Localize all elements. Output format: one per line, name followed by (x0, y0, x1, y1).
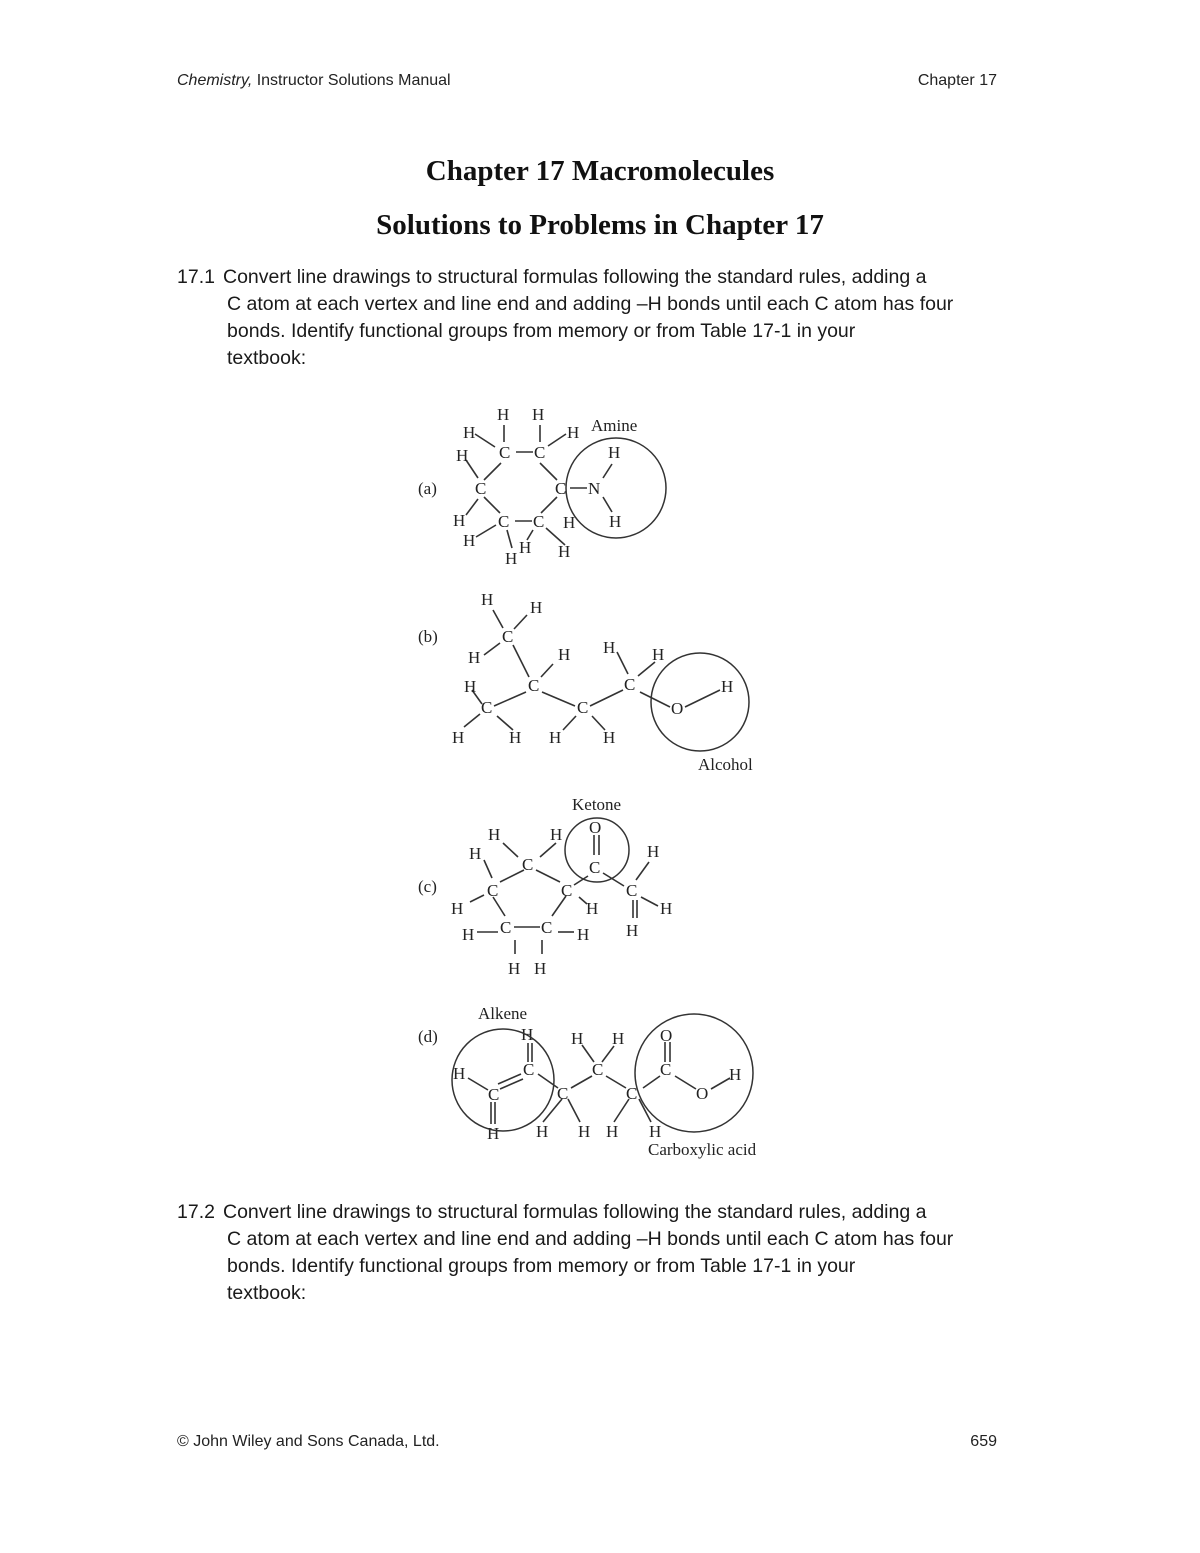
part-label-b: (b) (418, 627, 438, 646)
atom-c: C (498, 512, 510, 531)
atom-c: C (534, 443, 546, 462)
atom-c: C (541, 918, 553, 937)
book-title: Chemistry, (177, 72, 253, 89)
part-label-a: (a) (418, 479, 437, 498)
problem-number: 17.2 (177, 1201, 215, 1223)
alkene-circle (452, 1029, 554, 1131)
atom-h: H (481, 590, 494, 609)
atom-o: O (696, 1084, 709, 1103)
atom-h: H (463, 423, 476, 442)
problem-text-line: C atom at each vertex and line end and adding –H bonds until each C atom has four (227, 293, 954, 315)
problem-text-line: Convert line drawings to structural formulas following the standard rules, adding a (223, 1201, 927, 1223)
atom-h: H (521, 1025, 534, 1044)
atom-c: C (626, 881, 638, 900)
atom-c: C (589, 858, 601, 877)
atom-h: H (468, 648, 481, 667)
atom-c: C (475, 479, 487, 498)
atom-c: C (488, 1085, 500, 1104)
atom-h: H (649, 1122, 662, 1141)
atom-h: H (509, 728, 522, 747)
problem-text-line: Convert line drawings to structural formulas following the standard rules, adding a (223, 266, 927, 288)
structure-c (418, 795, 672, 978)
atom-c: C (487, 881, 499, 900)
atom-h: H (497, 405, 510, 424)
atom-h: H (571, 1029, 584, 1048)
atom-h: H (463, 531, 476, 550)
structure-a (418, 405, 666, 568)
atom-h: H (608, 443, 621, 462)
atom-h: H (721, 677, 734, 696)
problem-text-line: bonds. Identify functional groups from memory or from Table 17-1 in your (227, 320, 856, 342)
atom-c: C (502, 627, 514, 646)
atom-h: H (456, 446, 469, 465)
atom-h: H (647, 842, 660, 861)
problem-text-line: C atom at each vertex and line end and adding –H bonds until each C atom has four (227, 1228, 954, 1250)
atom-h: H (729, 1065, 742, 1084)
atom-h: H (558, 542, 571, 561)
atom-h: H (626, 921, 639, 940)
running-header-chapter: Chapter 17 (917, 72, 997, 89)
problem-text-line: bonds. Identify functional groups from memory or from Table 17-1 in your (227, 1255, 856, 1277)
carboxylic-acid-label: Carboxylic acid (648, 1140, 757, 1159)
atom-h: H (558, 645, 571, 664)
atom-c: C (561, 881, 573, 900)
atom-c: C (533, 512, 545, 531)
atom-h: H (567, 423, 580, 442)
atom-h: H (530, 598, 543, 617)
atom-c: C (528, 676, 540, 695)
atom-c: C (624, 675, 636, 694)
atom-h: H (505, 549, 518, 568)
atom-h: H (550, 825, 563, 844)
atom-c: C (660, 1060, 672, 1079)
problem-text-line: textbook: (227, 1282, 307, 1304)
atom-h: H (578, 1122, 591, 1141)
alkene-label: Alkene (478, 1004, 528, 1023)
footer-copyright: © John Wiley and Sons Canada, Ltd. (177, 1433, 440, 1450)
atom-c: C (523, 1060, 535, 1079)
atom-h: H (451, 899, 464, 918)
atom-h: H (536, 1122, 549, 1141)
atom-c: C (592, 1060, 604, 1079)
structure-b (418, 590, 753, 774)
structure-d (418, 1004, 757, 1159)
atom-h: H (577, 925, 590, 944)
atom-c: C (626, 1084, 638, 1103)
atom-h: H (488, 825, 501, 844)
atom-h: H (603, 728, 616, 747)
alcohol-label: Alcohol (698, 755, 753, 774)
atom-h: H (452, 728, 465, 747)
atom-c: C (522, 855, 534, 874)
atom-c: C (555, 479, 567, 498)
atom-h: H (469, 844, 482, 863)
atom-c: C (500, 918, 512, 937)
section-title: Solutions to Problems in Chapter 17 (376, 209, 824, 241)
part-label-c: (c) (418, 877, 437, 896)
problem-number: 17.1 (177, 266, 215, 288)
atom-h: H (606, 1122, 619, 1141)
atom-h: H (487, 1124, 500, 1143)
atom-h: H (652, 645, 665, 664)
atom-h: H (549, 728, 562, 747)
atom-h: H (660, 899, 673, 918)
atom-h: H (462, 925, 475, 944)
part-label-d: (d) (418, 1027, 438, 1046)
atom-c: C (577, 698, 589, 717)
problem-text-line: textbook: (227, 347, 307, 369)
problem-17-2 (177, 1199, 1037, 1307)
atom-o: O (671, 699, 684, 718)
atom-h: H (464, 677, 477, 696)
atom-o: O (660, 1026, 673, 1045)
atom-h: H (603, 638, 616, 657)
atom-c: C (481, 698, 493, 717)
atom-o: O (589, 818, 602, 837)
atom-n: N (588, 479, 601, 498)
atom-h: H (586, 899, 599, 918)
atom-h: H (532, 405, 545, 424)
book-subtitle: Instructor Solutions Manual (252, 72, 451, 89)
alcohol-circle (651, 653, 749, 751)
atom-h: H (612, 1029, 625, 1048)
atom-h: H (563, 513, 576, 532)
page-number: 659 (970, 1433, 997, 1450)
atom-h: H (453, 511, 466, 530)
atom-c: C (499, 443, 511, 462)
atom-c: C (557, 1084, 569, 1103)
atom-h: H (508, 959, 521, 978)
atom-h: H (519, 538, 532, 557)
atom-h: H (534, 959, 547, 978)
atom-h: H (609, 512, 622, 531)
atom-h: H (453, 1064, 466, 1083)
ketone-label: Ketone (572, 795, 622, 814)
amine-label: Amine (591, 416, 638, 435)
chapter-title: Chapter 17 Macromolecules (425, 155, 775, 187)
